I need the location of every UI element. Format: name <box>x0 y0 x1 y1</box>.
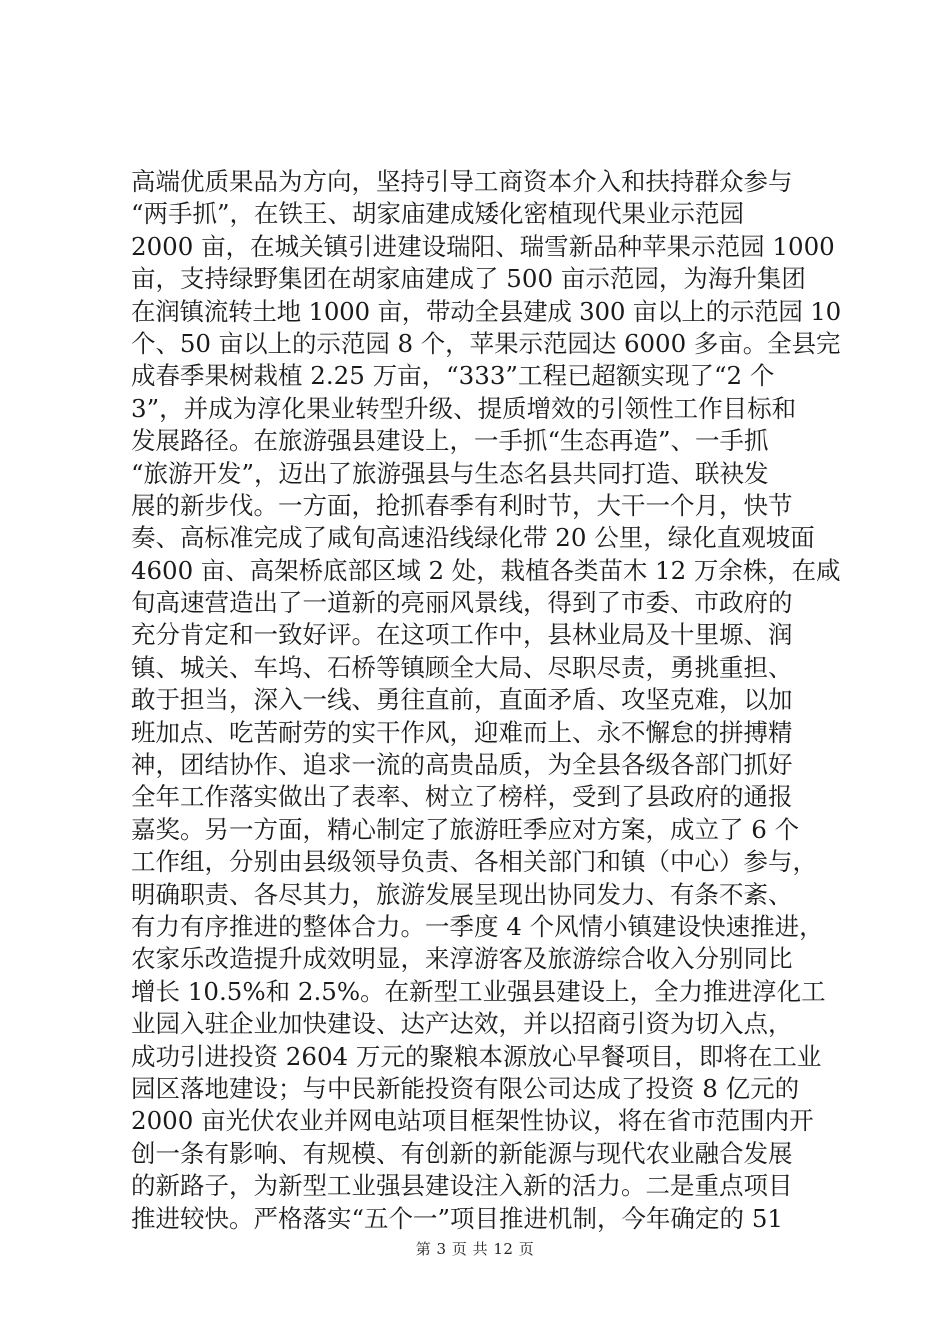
text-line: 园区落地建设；与中民新能投资有限公司达成了投资 8 亿元的 <box>131 1073 800 1103</box>
body-text <box>131 166 841 1235</box>
text-line: 亩，支持绿野集团在胡家庙建成了 500 亩示范园，为海升集团 <box>131 264 806 294</box>
text-line: 嘉奖。另一方面，精心制定了旅游旺季应对方案，成立了 6 个 <box>131 814 800 844</box>
text-line: 2000 亩，在城关镇引进建设瑞阳、瑞雪新品种苹果示范园 1000 <box>131 231 835 261</box>
text-line: 个、50 亩以上的示范园 8 个，苹果示范园达 6000 多亩。全县完 <box>131 328 841 358</box>
text-line: 在润镇流转土地 1000 亩，带动全县建成 300 亩以上的示范园 10 <box>131 296 841 326</box>
text-line: 的新路子，为新型工业强县建设注入新的活力。二是重点项目 <box>131 1171 793 1201</box>
text-line: 2000 亩光伏农业并网电站项目框架性协议，将在省市范围内开 <box>131 1106 814 1136</box>
text-line: 成功引进投资 2604 万元的聚粮本源放心早餐项目，即将在工业 <box>131 1041 822 1071</box>
text-line: “旅游开发”，迈出了旅游强县与生态名县共同打造、联袂发 <box>131 458 769 488</box>
text-line: 3”，并成为淳化果业转型升级、提质增效的引领性工作目标和 <box>131 393 797 423</box>
text-line: 奏、高标准完成了咸旬高速沿线绿化带 20 公里，绿化直观坡面 <box>131 523 815 553</box>
text-line: 增长 10.5%和 2.5%。在新型工业强县建设上，全力推进淳化工 <box>131 976 826 1006</box>
text-line: 发展路径。在旅游强县建设上，一手抓“生态再造”、一手抓 <box>131 426 769 456</box>
text-line: 农家乐改造提升成效明显，来淳游客及旅游综合收入分别同比 <box>131 944 793 974</box>
text-line: 创一条有影响、有规模、有创新的新能源与现代农业融合发展 <box>131 1138 793 1168</box>
text-line: 工作组，分别由县级领导负责、各相关部门和镇（中心）参与， <box>131 847 817 877</box>
text-line: 旬高速营造出了一道新的亮丽风景线，得到了市委、市政府的 <box>131 588 793 618</box>
text-line: 充分肯定和一致好评。在这项工作中，县林业局及十里塬、润 <box>131 620 793 650</box>
text-line: 班加点、吃苦耐劳的实干作风，迎难而上、永不懈怠的拼搏精 <box>131 717 793 747</box>
page-footer: 第 3 页 共 12 页 <box>415 1240 535 1258</box>
text-line: 成春季果树栽植 2.25 万亩，“333”工程已超额实现了“2 个 <box>131 361 775 391</box>
text-line: 镇、城关、车坞、石桥等镇顾全大局、尽职尽责，勇挑重担、 <box>131 652 793 682</box>
text-line: 4600 亩、高架桥底部区域 2 处，栽植各类苗木 12 万余株，在咸 <box>131 555 841 585</box>
text-line: 敢于担当，深入一线、勇往直前，直面矛盾、攻坚克难，以加 <box>131 685 793 715</box>
text-line: 业园入驻企业加快建设、达产达效，并以招商引资为切入点， <box>131 1009 793 1039</box>
text-line: 全年工作落实做出了表率、树立了榜样，受到了县政府的通报 <box>131 782 793 812</box>
text-line: 明确职责、各尽其力，旅游发展呈现出协同发力、有条不紊、 <box>131 879 793 909</box>
text-line: “两手抓”，在铁王、胡家庙建成矮化密植现代果业示范园 <box>131 199 745 229</box>
text-line: 神，团结协作、追求一流的高贵品质，为全县各级各部门抓好 <box>131 750 793 780</box>
text-line: 高端优质果品为方向，坚持引导工商资本介入和扶持群众参与 <box>131 167 793 196</box>
text-line: 展的新步伐。一方面，抢抓春季有利时节，大干一个月，快节 <box>131 490 793 520</box>
text-line: 有力有序推进的整体合力。一季度 4 个风情小镇建设快速推进， <box>131 911 824 941</box>
text-line: 推进较快。严格落实“五个一”项目推进机制，今年确定的 51 <box>131 1203 784 1233</box>
